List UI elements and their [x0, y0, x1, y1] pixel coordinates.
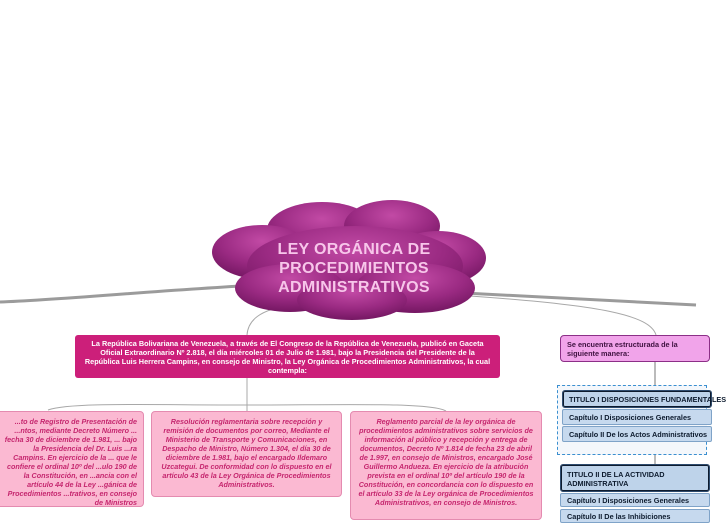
titulo-1-chapter-1-box[interactable] [562, 409, 712, 425]
connector-to-sub1 [48, 404, 247, 410]
subtopic-box-3[interactable] [350, 411, 542, 520]
titulo-1-chapter-2: Capítulo II De los Actos Administrativos [569, 430, 708, 439]
subtopic-text-2: Resolución reglamentaria sobre recepción y remisión de documentos por correo, Mediante el Ministerio de Transporte y Comunicaciones, en Despacho de Ministro, Número 1.304, el día 30 de diciembre de 1.981, bajo el encargado Ildemaro Uzcategui. De conformidad con lo dispuesto en el artículo 43 de la Ley Orgánica de Procedimientos Administrativos. [161, 417, 332, 489]
subtopic-box-1[interactable] [0, 411, 144, 507]
titulo-2-heading: TITULO II DE LA ACTIVIDAD ADMINISTRATIVA [567, 470, 665, 488]
main-topic-box[interactable] [75, 335, 500, 378]
titulo-2-chapter-2: Capítulo II De las Inhibiciones [567, 512, 671, 521]
main-topic-text: La República Bolivariana de Venezuela, a través de El Congreso de la República de Venezuela, publicó en Gaceta Oficial Extraordinario Nº 2.818, el día miércoles 01 de Julio de 1.981, bajo la Presidencia del Presidente de la República Luis Herrera Campins, en consejo de Ministro, la Ley Orgánica de Procedimientos Administrativos, la cual contempla: [84, 339, 491, 375]
central-topic-title[interactable]: LEY ORGÁNICA DE PROCEDIMIENTOS ADMINISTRATIVOS [277, 241, 431, 296]
titulo-1-chapter-2-box[interactable] [562, 426, 712, 442]
structure-topic-box[interactable] [560, 335, 710, 362]
titulo-1-heading: TITULO I DISPOSICIONES FUNDAMENTALES [569, 395, 726, 404]
connector-right-offscreen [445, 292, 696, 305]
titulo-1-chapter-1: Capítulo I Disposiciones Generales [569, 413, 692, 422]
structure-topic-text: Se encuentra estructurada de la siguiente manera: [567, 340, 678, 358]
titulo-2-chapter-2-box[interactable] [560, 509, 710, 523]
subtopic-text-3: Reglamento parcial de la ley orgánica de procedimientos administrativos sobre servicios de información al público y recepción y entrega de documentos, Decreto Nº 1.814 de fecha 23 de abril de 1.997, en consejo de Ministros, encargado José Guillermo Andueza. En ejercicio de la atribución prevista en el ordinal 10º del artículo 190 de la Constitución, en concordancia con lo dispuesto en el artículo 33 de la Ley orgánica de Procedimientos Administrativos, en consejo de Ministros. [358, 417, 534, 507]
titulo-2-chapter-1-box[interactable] [560, 493, 710, 507]
titulo-2-heading-box[interactable] [560, 464, 710, 492]
subtopic-text-1: ...to de Registro de Presentación de ...ntos, mediante Decreto Número ... fecha 30 de diciembre de 1.981, ... bajo la Presidencia del Dr. Luis ...ra Campins. En ejercicio de la ... que le confiere el ordinal 10º del ...ulo 190 de la Constitución, en ...ancia con el artículo 44 de la Ley ...gánica de Procedimientos ...trativos, en consejo de Ministros [4, 417, 137, 507]
titulo-1-heading-box[interactable] [562, 390, 726, 408]
connector-left-offscreen [0, 285, 260, 302]
titulo-2-chapter-1: Capítulo I Disposiciones Generales [567, 496, 690, 505]
titulo-1-group[interactable] [557, 385, 726, 455]
subtopic-box-2[interactable] [151, 411, 342, 497]
